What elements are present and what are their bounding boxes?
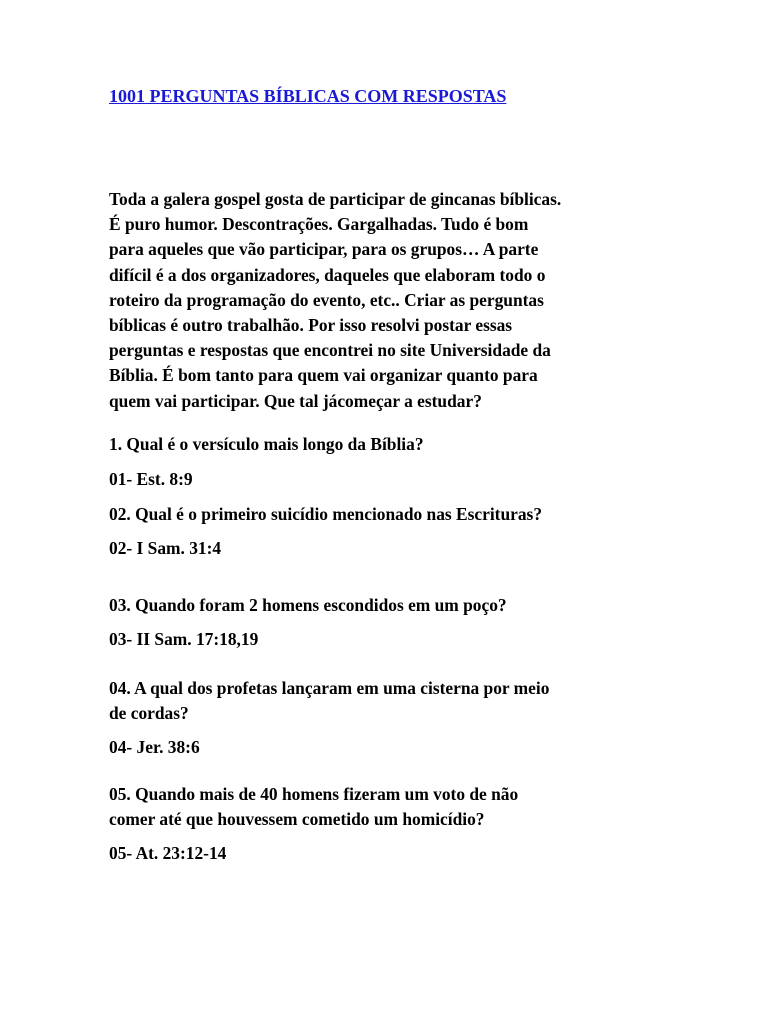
document-title-link[interactable]: 1001 PERGUNTAS BÍBLICAS COM RESPOSTAS (109, 86, 507, 106)
intro-line: quem vai participar. Que tal jácomeçar a estudar? (109, 390, 482, 411)
answer-4: 04- Jer. 38:6 (109, 737, 200, 757)
answer-5: 05- At. 23:12-14 (109, 843, 227, 863)
question-line: comer até que houvessem cometido um homicídio? (109, 809, 485, 829)
intro-line: roteiro da programação do evento, etc.. Criar as perguntas (109, 289, 544, 310)
intro-line: É puro humor. Descontrações. Gargalhadas. Tudo é bom (109, 214, 529, 235)
question-line: 02. Qual é o primeiro suicídio mencionado nas Escrituras? (109, 504, 543, 524)
question-line: 03. Quando foram 2 homens escondidos em um poço? (109, 595, 507, 615)
answer-3: 03- II Sam. 17:18,19 (109, 629, 259, 649)
question-line: 05. Quando mais de 40 homens fizeram um voto de não (109, 784, 519, 804)
question-line: de cordas? (109, 703, 189, 723)
question-line: 04. A qual dos profetas lançaram em uma cisterna por meio (109, 678, 550, 698)
question-4 (109, 676, 549, 726)
question-1 (109, 432, 424, 457)
intro-paragraph (109, 187, 669, 414)
intro-line: para aqueles que vão participar, para os grupos… A parte (109, 239, 539, 260)
intro-line: perguntas e respostas que encontrei no site Universidade da (109, 340, 551, 361)
question-5 (109, 782, 518, 832)
answer-1: 01- Est. 8:9 (109, 469, 193, 489)
intro-line: bíblicas é outro trabalhão. Por isso resolvi postar essas (109, 315, 513, 336)
intro-line: Toda a galera gospel gosta de participar de gincanas bíblicas. (109, 189, 562, 209)
question-line: 1. Qual é o versículo mais longo da Bíblia? (109, 434, 424, 454)
question-2 (109, 502, 542, 527)
intro-line: difícil é a dos organizadores, daqueles que elaboram todo o (109, 264, 546, 285)
question-3 (109, 593, 507, 618)
intro-line: Bíblia. É bom tanto para quem vai organizar quanto para (109, 365, 538, 386)
answer-2: 02- I Sam. 31:4 (109, 538, 222, 558)
